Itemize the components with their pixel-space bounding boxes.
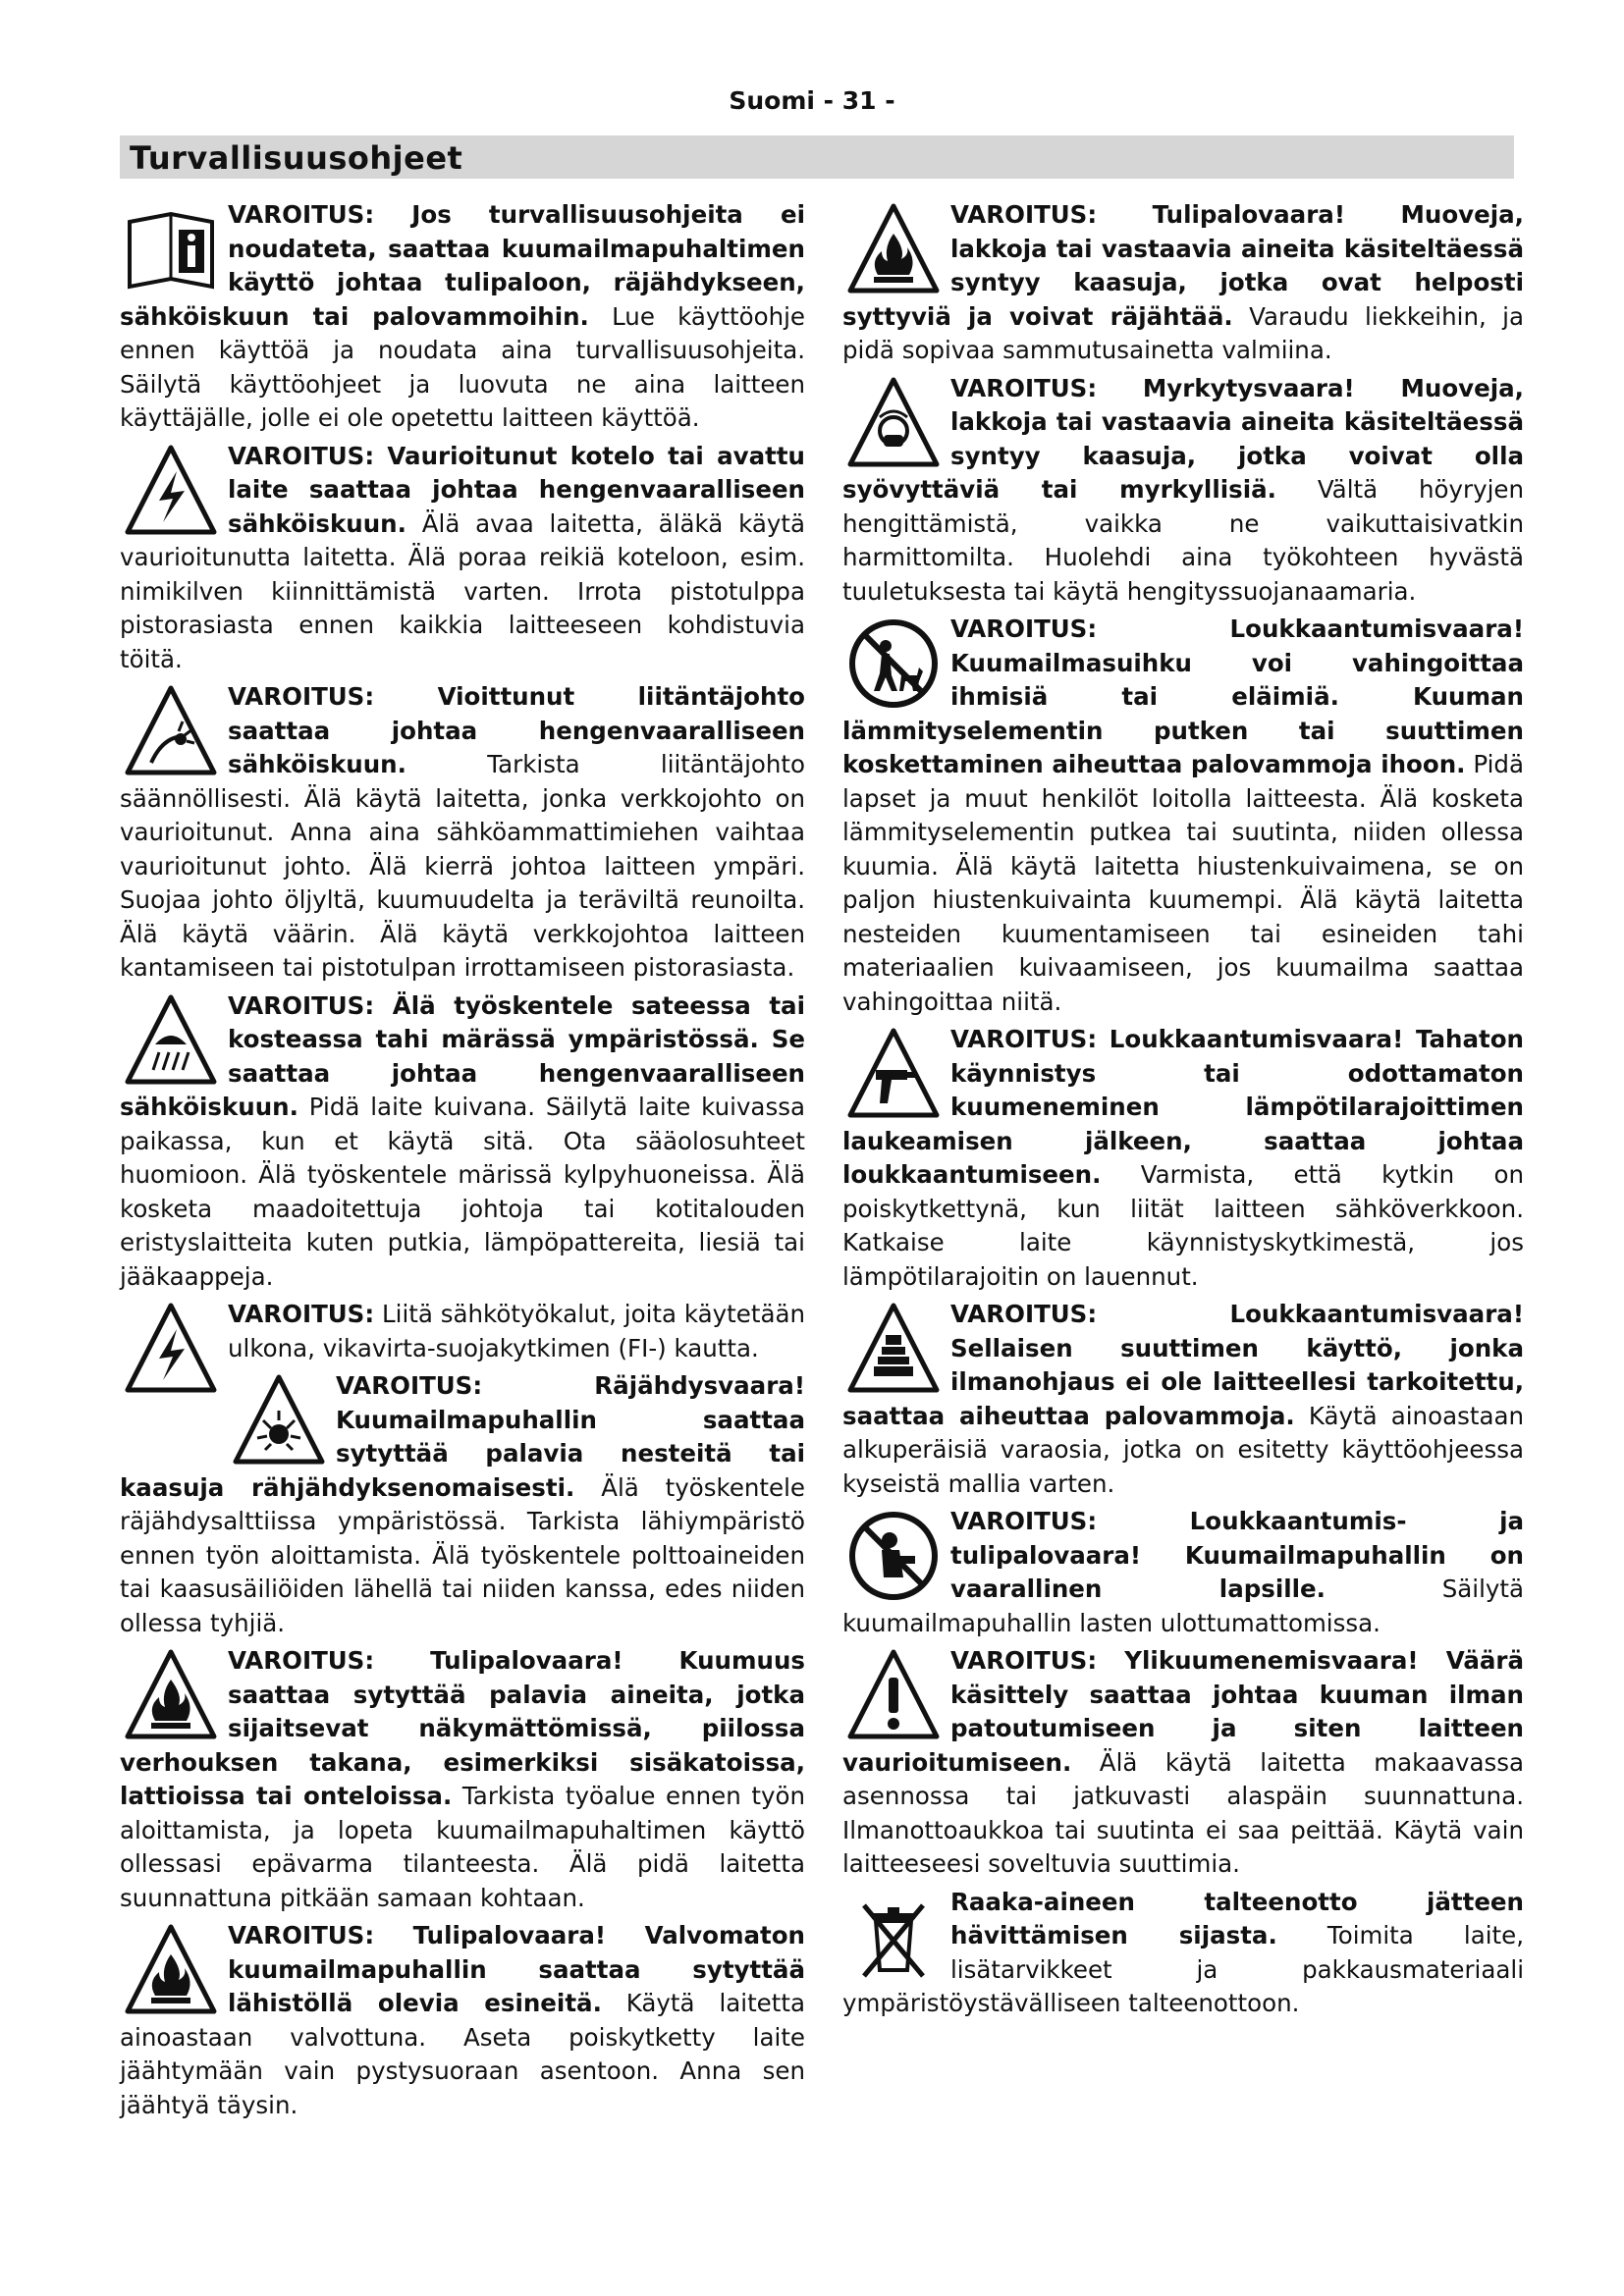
section-title: Turvallisuusohjeet — [130, 139, 463, 177]
warning-item — [842, 613, 1524, 1019]
warning-text: Tarkista työalue ennen työn aloittamista, ja lopeta kuumailmapuhaltimen käyttö ollessasi epävarma tilanteesta. Älä pidä laitetta suunnattuna pitkään samaan kohtaan. — [120, 1782, 805, 1912]
warning-heading: VAROITUS: Ylikuumenemisvaara! Väärä käsittely saattaa johtaa kuuman ilman patoutumiseen ja siten laitteen vaurioitumiseen. — [842, 1646, 1524, 1777]
manual-info-icon — [120, 200, 222, 298]
warning-text: Älä käytä laitetta makaavassa asennossa tai jatkuvasti alaspäin suunnattuna. Ilmanottoaukkoa tai suutinta ei saa peittää. Käytä vain laitteeseesi soveltuvia suuttimia. — [842, 1747, 1524, 1878]
warning-text: Käytä ainoastaan alkuperäisiä varaosia, jotka on esitetty käyttöohjeessa kyseistä mallia varten. — [842, 1401, 1525, 1498]
heat-gun-warning-icon — [842, 1025, 945, 1123]
fire-icon — [120, 1646, 222, 1744]
warning-item — [120, 1369, 805, 1640]
warning-text: Vältä höyryjen hengittämistä, vaikka ne vaikuttaisivatkin harmittomilta. Huolehdi aina työkohteen hyvästä tuuletuksesta tai käytä hengityssuojanaamaria. — [842, 475, 1524, 606]
warning-text: Älä avaa laitetta, äläkä käytä vaurioitunutta laitetta. Älä poraa reikiä koteloon, esim. nimikilven kiinnittämistä varten. Irrota pistotulppa pistorasiasta ennen kaikkia laitteeseen kohdistuvia töitä. — [120, 508, 805, 673]
left-column — [120, 198, 805, 2126]
warning-item — [120, 1644, 805, 1915]
warning-heading: VAROITUS: Tulipalovaara! Muoveja, lakkoja tai vastaavia aineita käsiteltäessä syntyy kaasuja, jotka ovat helposti syttyviä ja voivat räjähtää. — [842, 200, 1524, 331]
warning-text: Käytä laitetta ainoastaan valvottuna. Aseta poiskytketty laite jäähtymään vain pystysuoraan asentoon. Anna sen jäähtyä täysin. — [120, 1989, 805, 2119]
warning-heading: VAROITUS: Loukkaantumisvaara! Kuumailmasuihku voi vahingoittaa ihmisiä tai eläimiä. Kuuman lämmityselementin putken tai suuttimen koskettaminen aiheuttaa palovammoja ihoon. — [842, 614, 1524, 778]
toxic-fumes-icon — [842, 374, 945, 472]
warning-heading: VAROITUS: Vaurioitunut kotelo tai avattu laite saattaa johtaa hengenvaaralliseen sähköiskuun. — [228, 441, 805, 538]
warning-heading: VAROITUS: Tulipalovaara! Kuumuus saattaa sytyttää palavia aineita, jotka sijaitsevat näkymättömissä, piilossa verhouksen takana, esimerkiksi sisäkatoissa, lattioissa tai onteloissa. — [120, 1646, 805, 1810]
warning-text: Tarkista liitäntäjohto säännöllisesti. Älä käytä laitetta, jonka verkkojohto on vaurioitunut. Anna aina sähköammattimiehen vaihtaa vaurioitunut johto. Älä kierrä johtoa laitteen ympäri. Suojaa johto öljyltä, kuumuudelta ja teräviltä reunoilta. Älä käytä väärin. Älä käytä verkkojohtoa laitteen kantamiseen tai pistotulpan irrottamiseen pistorasiasta. — [120, 750, 805, 982]
warning-text: Varmista, että kytkin on poiskytkettynä, kun liität laitteen sähköverkkoon. Katkaise laite käynnistyskytkimestä, jos lämpötilarajoitin on lauennut. — [842, 1160, 1524, 1291]
section-title-bar — [120, 135, 1514, 179]
electric-shock-icon — [120, 1300, 222, 1398]
explosion-icon — [228, 1371, 330, 1469]
right-column — [842, 198, 1524, 2025]
warning-text: Älä työskentele räjähdysalttiissa ympäristössä. Tarkista lähiympäristö ennen työn aloittamista. Älä työskentele polttoaineiden tai kaasusäiliöiden lähellä tai niiden kanssa, edes niiden ollessa tyhjiä. — [120, 1472, 805, 1637]
warning-heading: VAROITUS: Myrkytysvaara! Muoveja, lakkoja tai vastaavia aineita käsiteltäessä syntyy kaasuja, jotka voivat olla syövyttäviä tai myrkyllisiä. — [842, 373, 1524, 504]
damaged-cable-icon — [120, 682, 222, 780]
no-children-icon — [842, 1507, 945, 1605]
warning-heading: VAROITUS: Jos turvallisuusohjeita ei noudateta, saattaa kuumailmapuhaltimen käyttö johtaa tulipaloon, räjähdykseen, sähköiskuun tai palovammoihin. — [120, 200, 805, 331]
warning-heading: VAROITUS: Älä työskentele sateessa tai kosteassa tahi märässä ympäristössä. Se saattaa johtaa hengenvaaralliseen sähköiskuun. — [120, 990, 805, 1121]
warning-item — [842, 198, 1524, 368]
warning-heading: Raaka-aineen talteenotto jätteen hävittämisen sijasta. — [950, 1887, 1524, 1949]
warning-heading: VAROITUS: Räjähdysvaara! Kuumailmapuhallin saattaa sytyttää palavia nesteitä tai kaasuja rähjähdyksenomaisesti. — [120, 1371, 805, 1502]
warning-text: Pidä laite kuivana. Säilytä laite kuivassa paikassa, kun et käytä sitä. Ota sääolosuhteet huomioon. Älä työskentele märissä kylpyhuoneissa. Älä kosketa maadoitettuja johtoja tai kotitalouden eristyslaitteita kuten putkia, lämpöpattereita, liesiä tai jääkaappeja. — [120, 1093, 805, 1291]
warning-heading: VAROITUS: Loukkaantumis- ja tulipalovaara! Kuumailmapuhallin on vaarallinen lapsille. — [950, 1507, 1524, 1603]
warning-heading: VAROITUS: Loukkaantumisvaara! Tahaton käynnistys tai odottamaton kuumeneminen lämpötilarajoittimen laukeamisen jälkeen, saattaa johtaa loukkaantumiseen. — [842, 1025, 1524, 1189]
warning-text: Liitä sähkötyökalut, joita käytetään ulkona, vikavirta-suojakytkimen (FI-) kautta. — [228, 1300, 805, 1362]
warning-item — [842, 1023, 1524, 1294]
warning-item — [120, 198, 805, 436]
warning-item — [120, 680, 805, 986]
warning-heading: VAROITUS: Tulipalovaara! Valvomaton kuumailmapuhallin saattaa sytyttää lähistöllä olevia esineitä. — [228, 1921, 805, 2017]
warning-text: Säilytä kuumailmapuhallin lasten ulottumattomissa. — [842, 1575, 1524, 1637]
warning-text: Varaudu liekkeihin, ja pidä sopivaa sammutusainetta valmiina. — [842, 301, 1524, 364]
warning-item — [842, 1644, 1524, 1882]
warning-item — [842, 1886, 1524, 2021]
page-number: Suomi - 31 - — [729, 86, 895, 115]
nozzle-warning-icon — [842, 1300, 945, 1398]
warning-text: Toimita laite, lisätarvikkeet ja pakkausmateriaali ympäristöystävälliseen talteenottoon. — [842, 1921, 1524, 2017]
warning-item — [120, 989, 805, 1295]
warning-text: Pidä lapset ja muut henkilöt loitolla laitteesta. Älä kosketa lämmityselementin putkea tai suutinta, niiden ollessa kuumia. Älä käytä laitetta hiustenkuivaimena, se on paljon hiustenkuivainta kuumempi. Älä käytä laitetta nesteiden kuumentamiseen tai esineiden tahi materiaalien kuivaamiseen, jos kuumailma saattaa vahingoittaa niitä. — [842, 750, 1524, 1016]
exclamation-warning-icon — [842, 1646, 945, 1744]
rain-warning-icon — [120, 991, 222, 1090]
warning-heading: VAROITUS: Vioittunut liitäntäjohto saattaa johtaa hengenvaaralliseen sähköiskuun. — [228, 682, 805, 778]
crossed-bin-icon — [842, 1888, 945, 1986]
warning-heading: VAROITUS: Loukkaantumisvaara! Sellaisen suuttimen käyttö, jonka ilmanohjaus ei ole laitteellesi tarkoitettu, saattaa aiheuttaa palovammoja. — [842, 1300, 1524, 1430]
warning-item — [842, 1505, 1524, 1640]
warning-item — [120, 1298, 805, 1365]
warning-text: Lue käyttöohje ennen käyttöä ja noudata aina turvallisuusohjeita. Säilytä käyttöohjeet ja luovuta ne aina laitteen käyttäjälle, jolle ei ole opetettu laitteen käyttöä. — [120, 301, 805, 432]
electric-shock-icon — [120, 442, 222, 540]
fire-icon — [842, 200, 945, 298]
fire-icon — [120, 1921, 222, 2019]
warning-item — [120, 1919, 805, 2122]
warning-item — [842, 372, 1524, 610]
no-people-animals-icon — [842, 614, 945, 713]
warning-item — [842, 1298, 1524, 1501]
warning-heading: VAROITUS: — [228, 1300, 375, 1328]
warning-item — [120, 440, 805, 677]
